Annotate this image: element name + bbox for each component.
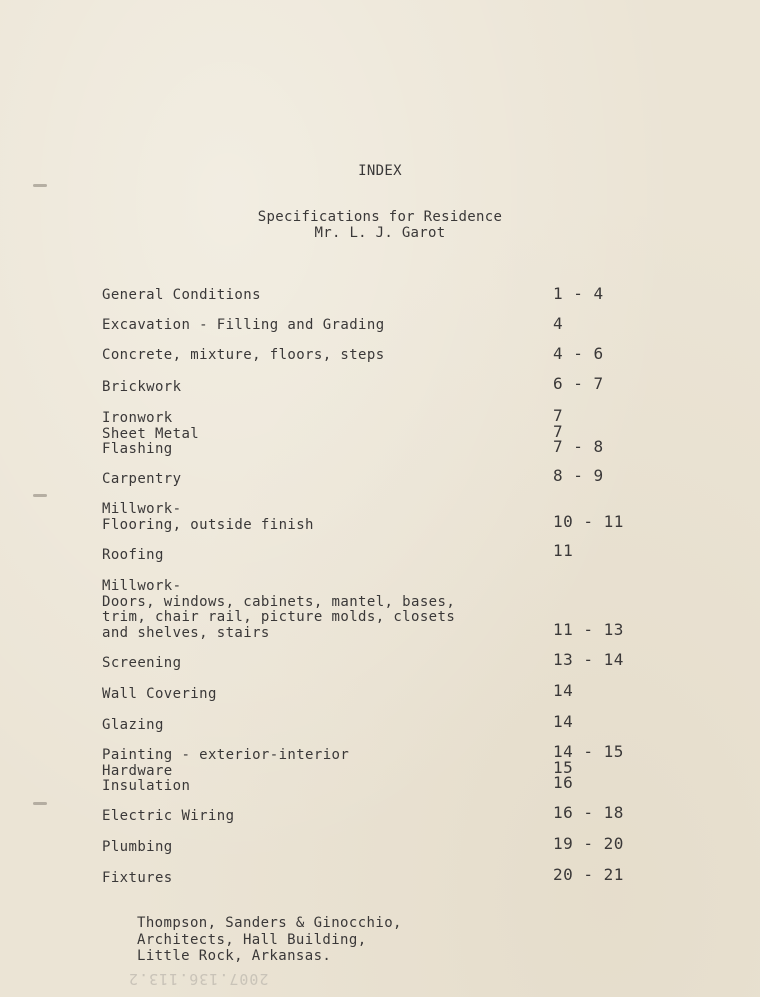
entry-pages	[553, 316, 563, 332]
accession-number: 2007.136.113.2	[128, 970, 269, 988]
entry-label: Millwork-	[102, 578, 182, 594]
footer-line: Little Rock, Arkansas.	[137, 948, 332, 964]
page-range: 16 - 18	[553, 803, 624, 822]
footer-line: Architects, Hall Building,	[137, 931, 367, 948]
entry-label: Screening	[102, 655, 182, 671]
page-range: 4	[553, 314, 564, 333]
page-range: 7 - 8	[553, 437, 604, 456]
entry-label: Insulation	[102, 778, 191, 794]
entry-pages	[553, 836, 624, 852]
entry-label: Brickwork	[102, 379, 182, 395]
entry-pages	[553, 683, 573, 699]
entry-label: Ironwork	[102, 410, 173, 426]
entry-label: Roofing	[102, 547, 164, 563]
footer-line: Thompson, Sanders & Ginocchio,	[137, 915, 402, 931]
entry-label: Flashing	[102, 441, 173, 457]
entry-label: Excavation - Filling and Grading	[102, 317, 385, 333]
entry-label: trim, chair rail, picture molds, closets	[102, 609, 456, 625]
entry-label: General Conditions	[102, 287, 261, 303]
page-range: 11	[553, 541, 574, 560]
entry-label: Doors, windows, cabinets, mantel, bases,	[102, 593, 456, 610]
entry-label: Concrete, mixture, floors, steps	[102, 347, 385, 363]
entry-pages	[553, 543, 573, 559]
index-entry	[102, 288, 261, 304]
index-entry	[102, 871, 173, 887]
punch-hole-mark	[33, 802, 47, 805]
page-range: 19 - 20	[553, 834, 624, 853]
entry-label: Fixtures	[102, 870, 173, 886]
entry-pages	[553, 514, 624, 530]
entry-pages	[553, 408, 604, 455]
index-title: INDEX	[358, 163, 402, 179]
entry-label: Flooring, outside finish	[102, 516, 314, 533]
index-entry	[102, 502, 314, 533]
index-entry	[102, 472, 181, 488]
entry-label: Plumbing	[102, 839, 173, 855]
entry-label: Sheet Metal	[102, 425, 200, 442]
entry-pages	[553, 622, 624, 638]
page-range: 14	[553, 712, 574, 731]
page-range: 1 - 4	[553, 284, 604, 303]
entry-pages	[553, 286, 604, 302]
entry-label: and shelves, stairs	[102, 624, 270, 641]
index-entry	[102, 411, 199, 458]
page-range: 4 - 6	[553, 344, 604, 363]
index-entry	[102, 718, 164, 734]
index-entry	[102, 840, 173, 856]
punch-hole-mark	[33, 494, 47, 497]
index-entry	[102, 380, 181, 396]
page-range: 8 - 9	[553, 466, 604, 485]
page-range: 7	[553, 421, 564, 441]
entry-label: Millwork-	[102, 501, 182, 517]
index-entry	[102, 687, 217, 703]
page-range: 16	[553, 773, 574, 792]
index-entry	[102, 656, 181, 672]
punch-hole-mark	[33, 184, 47, 187]
entry-label: Painting - exterior-interior	[102, 747, 350, 763]
page-range: 14 - 15	[553, 742, 624, 761]
entry-pages	[553, 652, 624, 668]
index-entry	[102, 748, 349, 795]
subtitle-line: Mr. L. J. Garot	[314, 225, 446, 241]
entry-pages	[553, 346, 604, 362]
entry-label: Electric Wiring	[102, 808, 235, 824]
page-range: 7	[553, 406, 564, 425]
index-entry	[102, 809, 234, 825]
page-range: 20 - 21	[553, 865, 624, 884]
page-range: 11 - 13	[553, 620, 624, 639]
entry-label: Carpentry	[102, 471, 182, 487]
page-range: 10 - 11	[553, 512, 624, 531]
page-range: 14	[553, 681, 574, 700]
index-entry	[102, 348, 385, 364]
entry-pages	[553, 376, 604, 392]
subtitle-line: Specifications for Residence	[257, 209, 503, 225]
entry-label: Hardware	[102, 762, 173, 779]
architect-signature-block	[137, 915, 402, 965]
index-entry	[102, 548, 164, 564]
entry-label: Wall Covering	[102, 686, 217, 702]
entry-pages	[553, 714, 573, 730]
page-range: 15	[553, 757, 574, 777]
page-range: 6 - 7	[553, 374, 604, 393]
page-range: 13 - 14	[553, 650, 624, 669]
entry-pages	[553, 744, 624, 791]
entry-pages	[553, 867, 624, 883]
index-entry	[102, 579, 455, 641]
entry-label: Glazing	[102, 717, 164, 733]
entry-pages	[553, 468, 604, 484]
entry-pages	[553, 805, 624, 821]
index-entry	[102, 318, 385, 334]
